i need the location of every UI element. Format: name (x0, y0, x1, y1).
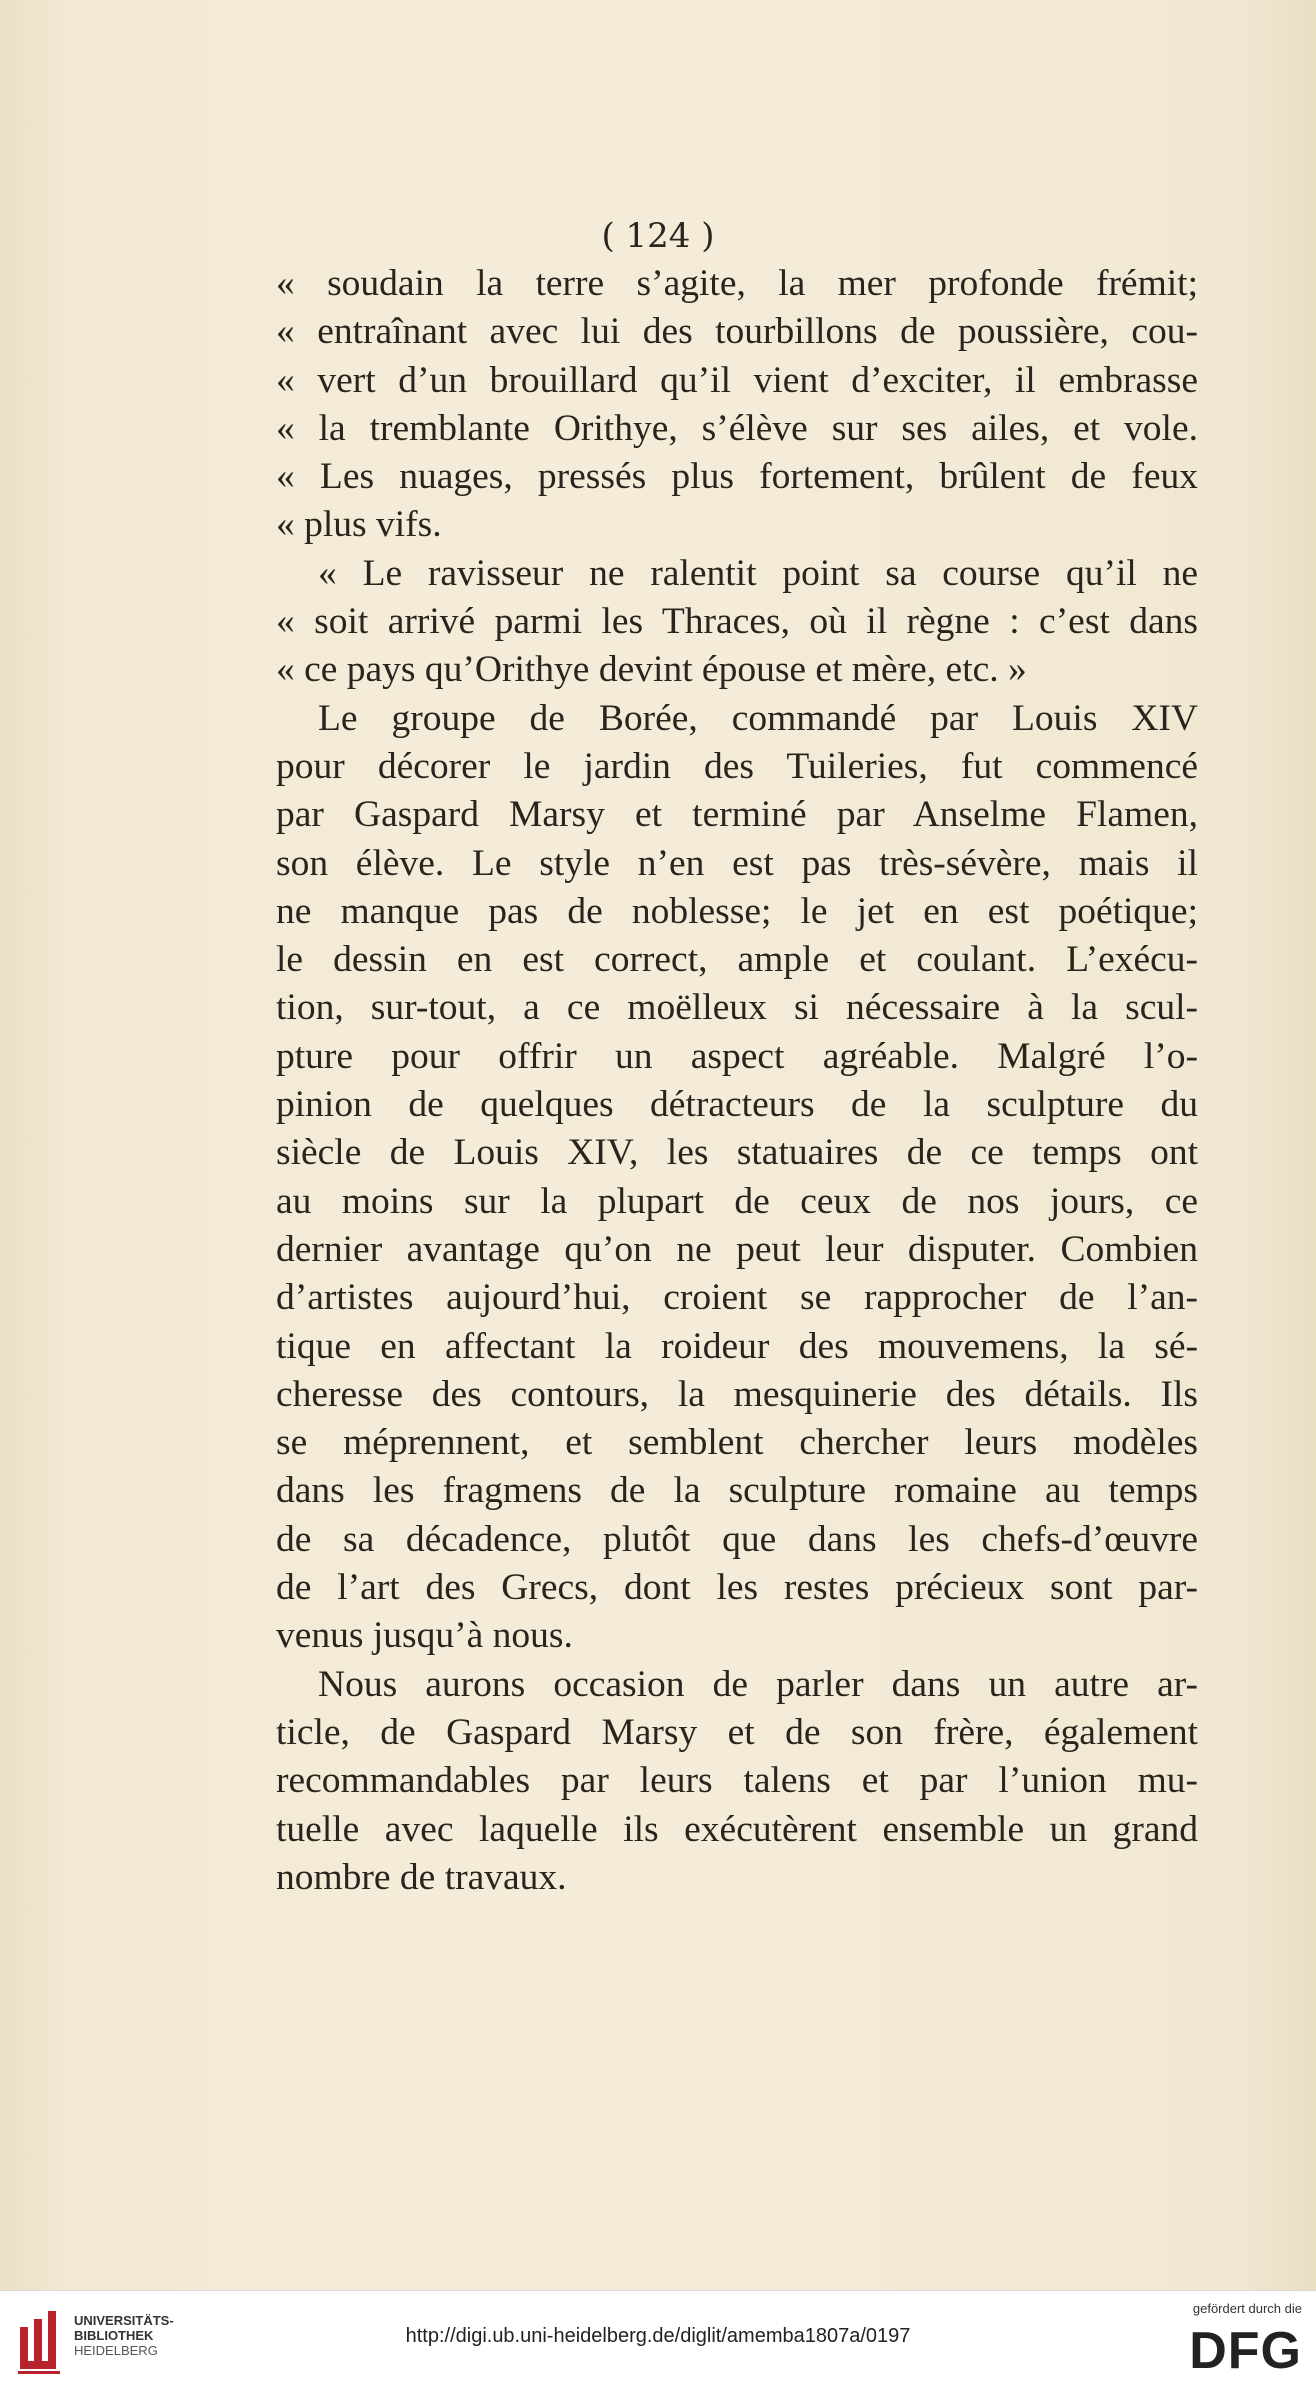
text-line: dernier avantage qu’on ne peut leur disputer. Combien (276, 1228, 1198, 1270)
body-text (276, 260, 1198, 1902)
text-line: d’artistes aujourd’hui, croient se rapprocher de l’an- (276, 1277, 1198, 1319)
library-name: UNIVERSITÄTS- BIBLIOTHEK HEIDELBERG (74, 2313, 174, 2358)
text-line: Le groupe de Borée, commandé par Louis XIV (318, 697, 1198, 739)
page-number: ( 124 ) (601, 216, 715, 256)
text-line: de l’art des Grecs, dont les restes précieux sont par- (276, 1567, 1198, 1609)
text-line: « Le ravisseur ne ralentit point sa course qu’il ne (318, 552, 1198, 594)
text-line: se méprennent, et semblent chercher leurs modèles (276, 1422, 1198, 1464)
text-line: « soit arrivé parmi les Thraces, où il règne : c’est dans (276, 601, 1198, 643)
text-line: « soudain la terre s’agite, la mer profonde frémit; (276, 263, 1198, 304)
text-line: recommandables par leurs talens et par l’union mu- (276, 1760, 1198, 1802)
text-line: par Gaspard Marsy et terminé par Anselme Flamen, (276, 794, 1198, 836)
dfg-logo: DFG (1189, 2322, 1302, 2380)
text-line: « plus vifs. (276, 504, 442, 546)
text-line: son élève. Le style n’en est pas très-sévère, mais il (276, 842, 1198, 884)
viewer-footer (0, 2290, 1316, 2387)
text-line: pinion de quelques détracteurs de la sculpture du (276, 1084, 1198, 1126)
text-line: « la tremblante Orithye, s’élève sur ses ailes, et vole. (276, 407, 1198, 449)
text-line: Nous aurons occasion de parler dans un autre ar- (318, 1663, 1198, 1705)
text-line: « vert d’un brouillard qu’il vient d’exciter, il embrasse (276, 359, 1198, 401)
permalink-url[interactable]: http://digi.ub.uni-heidelberg.de/diglit/amemba1807a/0197 (405, 2325, 911, 2347)
text-line: pture pour offrir un aspect agréable. Malgré l’o- (276, 1035, 1198, 1077)
text-line: de sa décadence, plutôt que dans les chefs-d’œuvre (276, 1518, 1198, 1560)
text-line: tuelle avec laquelle ils exécutèrent ensemble un grand (276, 1808, 1198, 1850)
text-line: nombre de travaux. (276, 1856, 567, 1898)
text-line: venus jusqu’à nous. (276, 1615, 573, 1657)
text-line: au moins sur la plupart de ceux de nos jours, ce (276, 1180, 1198, 1222)
text-line: ticle, de Gaspard Marsy et de son frère, également (276, 1711, 1198, 1753)
text-line: « entraînant avec lui des tourbillons de poussière, cou- (276, 311, 1198, 353)
text-line: le dessin en est correct, ample et coulant. L’exécu- (276, 939, 1198, 981)
text-line: cheresse des contours, la mesquinerie des détails. Ils (276, 1373, 1198, 1415)
text-line: tion, sur-tout, a ce moëlleux si nécessaire à la scul- (276, 987, 1198, 1029)
text-line: dans les fragmens de la sculpture romaine au temps (276, 1470, 1198, 1512)
text-line: siècle de Louis XIV, les statuaires de ce temps ont (276, 1132, 1198, 1174)
sponsor-caption: gefördert durch die (1192, 2301, 1302, 2316)
text-line: tique en affectant la roideur des mouvemens, la sé- (276, 1325, 1198, 1367)
text-line: « Les nuages, pressés plus fortement, brûlent de feux (276, 456, 1198, 498)
text-line: pour décorer le jardin des Tuileries, fut commencé (276, 745, 1198, 787)
text-line: « ce pays qu’Orithye devint épouse et mère, etc. » (276, 649, 1027, 691)
text-line: ne manque pas de noblesse; le jet en est poétique; (276, 890, 1198, 932)
